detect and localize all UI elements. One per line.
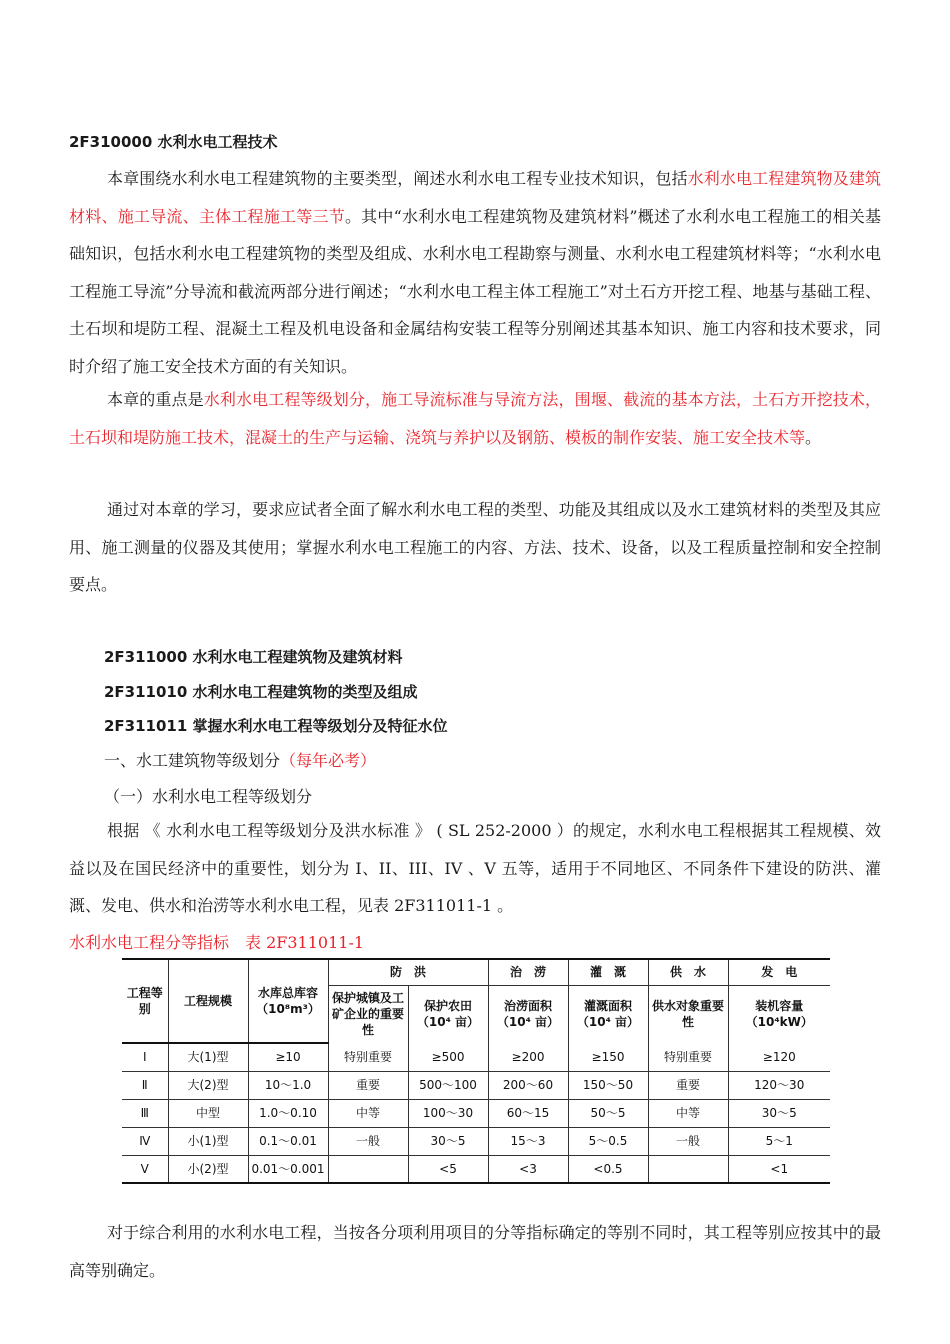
para2-text-c: 。 [805,427,822,447]
table-row [122,1099,830,1127]
table-cell: <5 [408,1155,488,1183]
standard-paragraph: 根据 《 水利水电工程等级划分及洪水标准 》 ( SL 252-2000 ）的规定，水利水电工程根据其工程规模、效益以及在国民经济中的重要性，划分为 I、II、III、IV 、V 五等，适用于不同地区、不同条件下建设的防洪、灌溉、发电、供水和治涝等水利水电工程，见表 2F311011-1 。 [69,821,881,915]
col-header-protect-farm: 保护农田（10⁴ 亩） [408,985,488,1043]
point-heading [104,748,376,771]
point-heading-text: 一、水工建筑物等级划分 [104,751,281,770]
group-header-supply: 供 水 [648,959,728,985]
table-cell: ≥120 [728,1043,830,1071]
group-header-drainage: 治 涝 [488,959,568,985]
subpoint-heading: （一）水利水电工程等级划分 [104,787,313,806]
closing-paragraph: 对于综合利用的水利水电工程，当按各分项利用项目的分等指标确定的等别不同时，其工程等别应按其中的最高等别确定。 [69,1223,881,1280]
table-cell: 5～0.5 [568,1127,648,1155]
grading-table [122,958,830,1184]
table-row [122,1155,830,1183]
table-cell: 60～15 [488,1099,568,1127]
col-header-irrig-area: 灌溉面积（10⁴ 亩） [568,985,648,1043]
table-cell: 50～5 [568,1099,648,1127]
table-cell: 中等 [648,1099,728,1127]
subsection-heading: 2F311010 水利水电工程建筑物的类型及组成 [104,683,418,701]
para2-highlight: 水利水电工程等级划分，施工导流标准与导流方法，围堰、截流的基本方法，土石方开挖技术，土石坝和堤防施工技术，混凝土的生产与运输、浇筑与养护以及钢筋、模板的制作安装、施工安全技术等 [69,390,881,447]
col-header-supply-obj: 供水对象重要性 [648,985,728,1043]
table-cell: ≥150 [568,1043,648,1071]
exam-note: （每年必考） [280,751,377,770]
table-cell: 30～5 [408,1127,488,1155]
intro-paragraph [69,160,881,385]
section-heading: 2F311000 水利水电工程建筑物及建筑材料 [104,648,403,666]
topic-heading: 2F311011 掌握水利水电工程等级划分及特征水位 [104,717,448,735]
table-cell: Ⅲ [122,1099,168,1127]
table-cell: ≥200 [488,1043,568,1071]
table-cell: 小(2)型 [168,1155,248,1183]
table-cell: 0.1～0.01 [248,1127,328,1155]
col-header-protect-city: 保护城镇及工矿企业的重要性 [328,985,408,1043]
group-header-flood: 防 洪 [328,959,488,985]
table-cell: ≥10 [248,1043,328,1071]
table-cell: <3 [488,1155,568,1183]
table-cell: 1.0～0.10 [248,1099,328,1127]
col-header-grade: 工程等别 [122,959,168,1043]
table-cell: 特别重要 [648,1043,728,1071]
para2-text-a: 本章的重点是 [107,390,204,409]
col-header-scale: 工程规模 [168,959,248,1043]
table-cell: 200～60 [488,1071,568,1099]
table-cell: 120～30 [728,1071,830,1099]
para1-text-c: 。其中“水利水电工程建筑物及建筑材料”概述了水利水电工程施工的相关基础知识，包括水利水电工程建筑物的类型及组成、水利水电工程勘察与测量、水利水电工程建筑材料等；“水利水电工程施工导流”分导流和截流两部分进行阐述；“水利水电工程主体工程施工”对土石方开挖工程、地基与基础工程、土石坝和堤防工程、混凝土工程及机电设备和金属结构安装工程等分别阐述其基本知识、施工内容和技术要求，同时介绍了施工安全技术方面的有关知识。 [69,206,881,376]
table-cell: 中型 [168,1099,248,1127]
table-cell: 15～3 [488,1127,568,1155]
table-cell: 一般 [648,1127,728,1155]
table-cell: 重要 [328,1071,408,1099]
table-caption: 水利水电工程分等指标 表 2F311011-1 [69,933,365,952]
table-cell: Ⅱ [122,1071,168,1099]
table-cell: 5～1 [728,1127,830,1155]
table-cell: 一般 [328,1127,408,1155]
focus-paragraph [69,381,881,456]
table-cell [648,1155,728,1183]
group-header-irrigation: 灌 溉 [568,959,648,985]
table-cell: ≥500 [408,1043,488,1071]
table-cell: <0.5 [568,1155,648,1183]
table-row [122,1071,830,1099]
table-cell: 10～1.0 [248,1071,328,1099]
table-cell [328,1155,408,1183]
table-cell: 重要 [648,1071,728,1099]
para1-text-a: 本章围绕水利水电工程建筑物的主要类型，阐述水利水电工程专业技术知识，包括 [107,169,688,188]
table-body [122,1043,830,1183]
table-cell: 小(1)型 [168,1127,248,1155]
table-row [122,1127,830,1155]
table-cell: 100～30 [408,1099,488,1127]
table-cell: 大(1)型 [168,1043,248,1071]
col-header-capacity: 水库总库容（10⁸m³） [248,959,328,1043]
table-cell: 特别重要 [328,1043,408,1071]
table-cell: Ⅳ [122,1127,168,1155]
col-header-drain-area: 治涝面积（10⁴ 亩） [488,985,568,1043]
table-cell: 150～50 [568,1071,648,1099]
table-cell: 中等 [328,1099,408,1127]
table-cell: 30～5 [728,1099,830,1127]
table-cell: <1 [728,1155,830,1183]
study-paragraph: 通过对本章的学习，要求应试者全面了解水利水电工程的类型、功能及其组成以及水工建筑材料的类型及其应用、施工测量的仪器及其使用；掌握水利水电工程施工的内容、方法、技术、设备，以及工程质量控制和安全控制要点。 [69,500,881,594]
col-header-install-cap: 装机容量（10⁴kW） [728,985,830,1043]
table-cell: 大(2)型 [168,1071,248,1099]
table-cell: 500～100 [408,1071,488,1099]
table-row [122,1043,830,1071]
para1-highlight: 水利水电工程建筑物及建筑材料、施工导流、主体工程施工等三节 [69,169,881,226]
table-cell: Ⅴ [122,1155,168,1183]
table-cell: 0.01～0.001 [248,1155,328,1183]
group-header-power: 发 电 [728,959,830,985]
table-cell: Ⅰ [122,1043,168,1071]
chapter-heading: 2F310000 水利水电工程技术 [69,133,278,151]
